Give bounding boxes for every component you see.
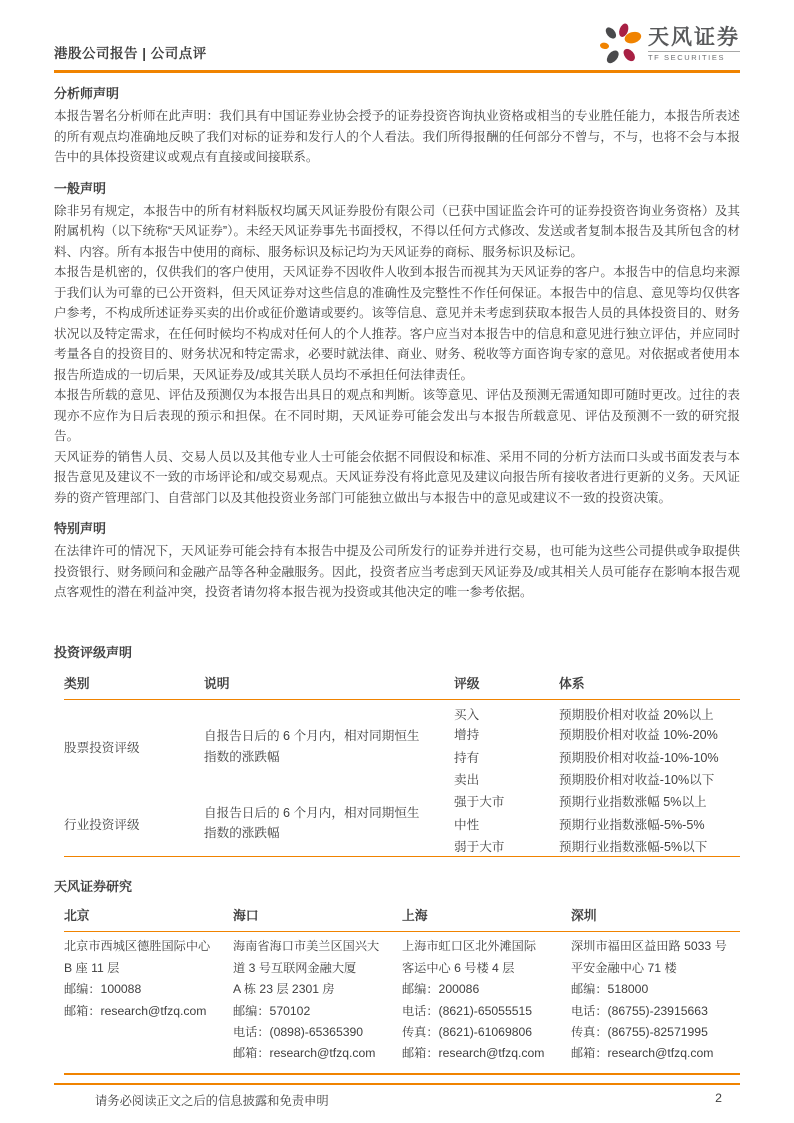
stock-rating-description: 自报告日后的 6 个月内，相对同期恒生指数的涨跌幅 <box>204 729 420 764</box>
logo-company-name: 天风证券 <box>648 26 740 50</box>
office-line: 海南省海口市美兰区国兴大 <box>233 939 380 954</box>
rating-col-system: 体系 <box>559 670 740 700</box>
stock-rating-category: 股票投资评级 <box>64 741 140 756</box>
industry-rating-category: 行业投资评级 <box>64 817 140 832</box>
office-city-shanghai: 上海 <box>402 902 571 932</box>
special-statement-heading: 特别声明 <box>54 521 107 536</box>
office-line: 邮箱：research@tfzq.com <box>64 1003 207 1018</box>
system-cell: 预期股价相对收益-10%以下 <box>559 772 715 787</box>
office-line: 邮箱：research@tfzq.com <box>571 1046 714 1061</box>
tf-securities-logo <box>599 22 740 66</box>
system-cell: 预期行业指数涨幅-5%以下 <box>559 839 708 854</box>
office-table <box>64 902 740 1074</box>
general-statement-paragraph: 天风证券的销售人员、交易人员以及其他专业人士可能会依据不同假设和标准、采用不同的分析方法而口头或书面发表与本报告意见及建议不一致的市场评论和/或交易观点。天风证券没有将此意见及建议向报告所有接收者进行更新的义务。天风证券的资产管理部门、自营部门以及其他投资业务部门可能独立做出与本报告中的意见或建议不一致的投资决策。 <box>54 449 740 505</box>
office-line: 邮编：570102 <box>233 1003 311 1018</box>
office-line: B 座 11 层 <box>64 960 120 975</box>
rating-cell: 卖出 <box>454 772 480 787</box>
rating-table-header-row <box>64 670 740 700</box>
general-statement-paragraph: 除非另有规定，本报告中的所有材料版权均属天风证券股份有限公司（已获中国证监会许可的证券投资咨询业务资格）及其附属机构（以下统称“天风证券”）。未经天风证券事先书面授权，不得以任何方式修改、发送或者复制本报告及其所包含的材料、内容。所有本报告中使用的商标、服务标识及标记均为天风证券的商标、服务标识及标记。 <box>54 203 740 259</box>
tf-logo-flower-icon <box>599 22 643 66</box>
office-line: A 栋 23 层 2301 房 <box>233 982 335 997</box>
rating-cell: 强于大市 <box>454 795 505 810</box>
office-line: 邮编：200086 <box>402 982 480 997</box>
office-line: 传真：(86755)-82571995 <box>571 1024 708 1039</box>
rating-col-rating: 评级 <box>454 670 559 700</box>
footer-disclaimer: 请务必阅读正文之后的信息披露和免责申明 <box>95 1094 329 1108</box>
office-line: 电话：(8621)-65055515 <box>402 1003 533 1018</box>
office-table-body-row <box>64 932 740 1074</box>
report-type-breadcrumb: 港股公司报告 | 公司点评 <box>54 46 207 61</box>
office-line: 道 3 号互联网金融大厦 <box>233 960 357 975</box>
logo-text <box>648 26 740 61</box>
page-header <box>54 22 740 73</box>
office-line: 平安金融中心 71 楼 <box>571 960 677 975</box>
office-line: 深圳市福田区益田路 5033 号 <box>571 939 727 954</box>
office-haikou-details <box>233 932 402 1074</box>
office-line: 电话：(86755)-23915663 <box>571 1003 708 1018</box>
analyst-statement-heading: 分析师声明 <box>54 86 120 101</box>
office-table-header-row <box>64 902 740 932</box>
office-shanghai-details <box>402 932 571 1074</box>
office-line: 邮箱：research@tfzq.com <box>402 1046 545 1061</box>
system-cell: 预期股价相对收益-10%-10% <box>559 750 719 765</box>
page-number: 2 <box>715 1091 722 1105</box>
logo-company-subtitle: TF SECURITIES <box>648 51 740 62</box>
analyst-statement-text: 本报告署名分析师在此声明：我们具有中国证券业协会授予的证券投资咨询执业资格或相当的专业胜任能力，本报告所表述的所有观点均准确地反映了我们对标的证券和发行人的个人看法。我们所得报酬的任何部分不曾与，不与，也将不会与本报告中的具体投资建议或观点有直接或间接联系。 <box>54 109 740 164</box>
general-statement-paragraph: 本报告所载的意见、评估及预测仅为本报告出具日的观点和判断。该等意见、评估及预测无需通知即可随时更改。过往的表现亦不应作为日后表现的预示和担保。在不同时期，天风证券可能会发出与本报告所载意见、评估及预测不一致的研究报告。 <box>54 388 740 443</box>
system-cell: 预期股价相对收益 10%-20% <box>559 728 718 743</box>
system-cell: 预期行业指数涨幅-5%-5% <box>559 817 705 832</box>
office-city-beijing: 北京 <box>64 902 233 932</box>
office-line: 邮箱：research@tfzq.com <box>233 1046 376 1061</box>
office-line: 邮编：518000 <box>571 982 649 997</box>
rating-cell: 增持 <box>454 728 480 743</box>
special-statement-text: 在法律许可的情况下，天风证券可能会持有本报告中提及公司所发行的证券并进行交易，也可能为这些公司提供或争取提供投资银行、财务顾问和金融产品等各种金融服务。因此，投资者应当考虑到天风证券及/或其相关人员可能存在影响本报告观点客观性的潜在利益冲突，投资者请勿将本报告视为投资或其他决定的唯一参考依据。 <box>54 544 740 599</box>
rating-cell: 中性 <box>454 817 480 832</box>
office-line: 客运中心 6 号楼 4 层 <box>402 960 515 975</box>
office-line: 上海市虹口区北外滩国际 <box>402 939 537 954</box>
system-cell: 预期股价相对收益 20%以上 <box>559 707 714 722</box>
office-line: 电话：(0898)-65365390 <box>233 1024 364 1039</box>
rating-table <box>64 670 740 858</box>
office-line: 北京市西城区德胜国际中心 <box>64 939 211 954</box>
rating-row <box>64 699 740 723</box>
rating-cell: 弱于大市 <box>454 839 505 854</box>
general-statement-paragraph: 本报告是机密的，仅供我们的客户使用，天风证券不因收件人收到本报告而视其为天风证券的客户。本报告中的信息均来源于我们认为可靠的已公开资料，但天风证券对这些信息的准确性及完整性不作任何保证。本报告中的信息、意见等均仅供客户参考，不构成所述证券买卖的出价或征价邀请或要约。该等信息、意见并未考虑到获取本报告人员的具体投资目的、财务状况以及特定需求，在任何时候均不构成对任何人的个人推荐。客户应当对本报告中的信息和意见进行独立评估，并应同时考量各自的投资目的、财务状况和特定需求，必要时就法律、商业、财务、税收等方面咨询专家的意见。对依据或者使用本报告所造成的一切后果，天风证券及/或其关联人员均不承担任何法律责任。 <box>54 265 740 382</box>
rating-cell: 持有 <box>454 750 480 765</box>
rating-statement-heading: 投资评级声明 <box>54 644 133 660</box>
office-beijing-details <box>64 932 233 1074</box>
industry-rating-description: 自报告日后的 6 个月内，相对同期恒生指数的涨跌幅 <box>204 805 420 840</box>
office-shenzhen-details <box>571 932 740 1074</box>
rating-cell: 买入 <box>454 707 480 722</box>
rating-row <box>64 790 740 812</box>
rating-col-description: 说明 <box>204 670 454 700</box>
office-city-haikou: 海口 <box>233 902 402 932</box>
page-footer <box>54 1083 740 1109</box>
system-cell: 预期行业指数涨幅 5%以上 <box>559 795 707 810</box>
office-city-shenzhen: 深圳 <box>571 902 740 932</box>
office-line: 传真：(8621)-61069806 <box>402 1024 533 1039</box>
general-statement-heading: 一般声明 <box>54 180 107 196</box>
research-heading: 天风证券研究 <box>54 879 133 895</box>
rating-col-category: 类别 <box>64 670 204 700</box>
office-line: 邮编：100088 <box>64 982 142 997</box>
